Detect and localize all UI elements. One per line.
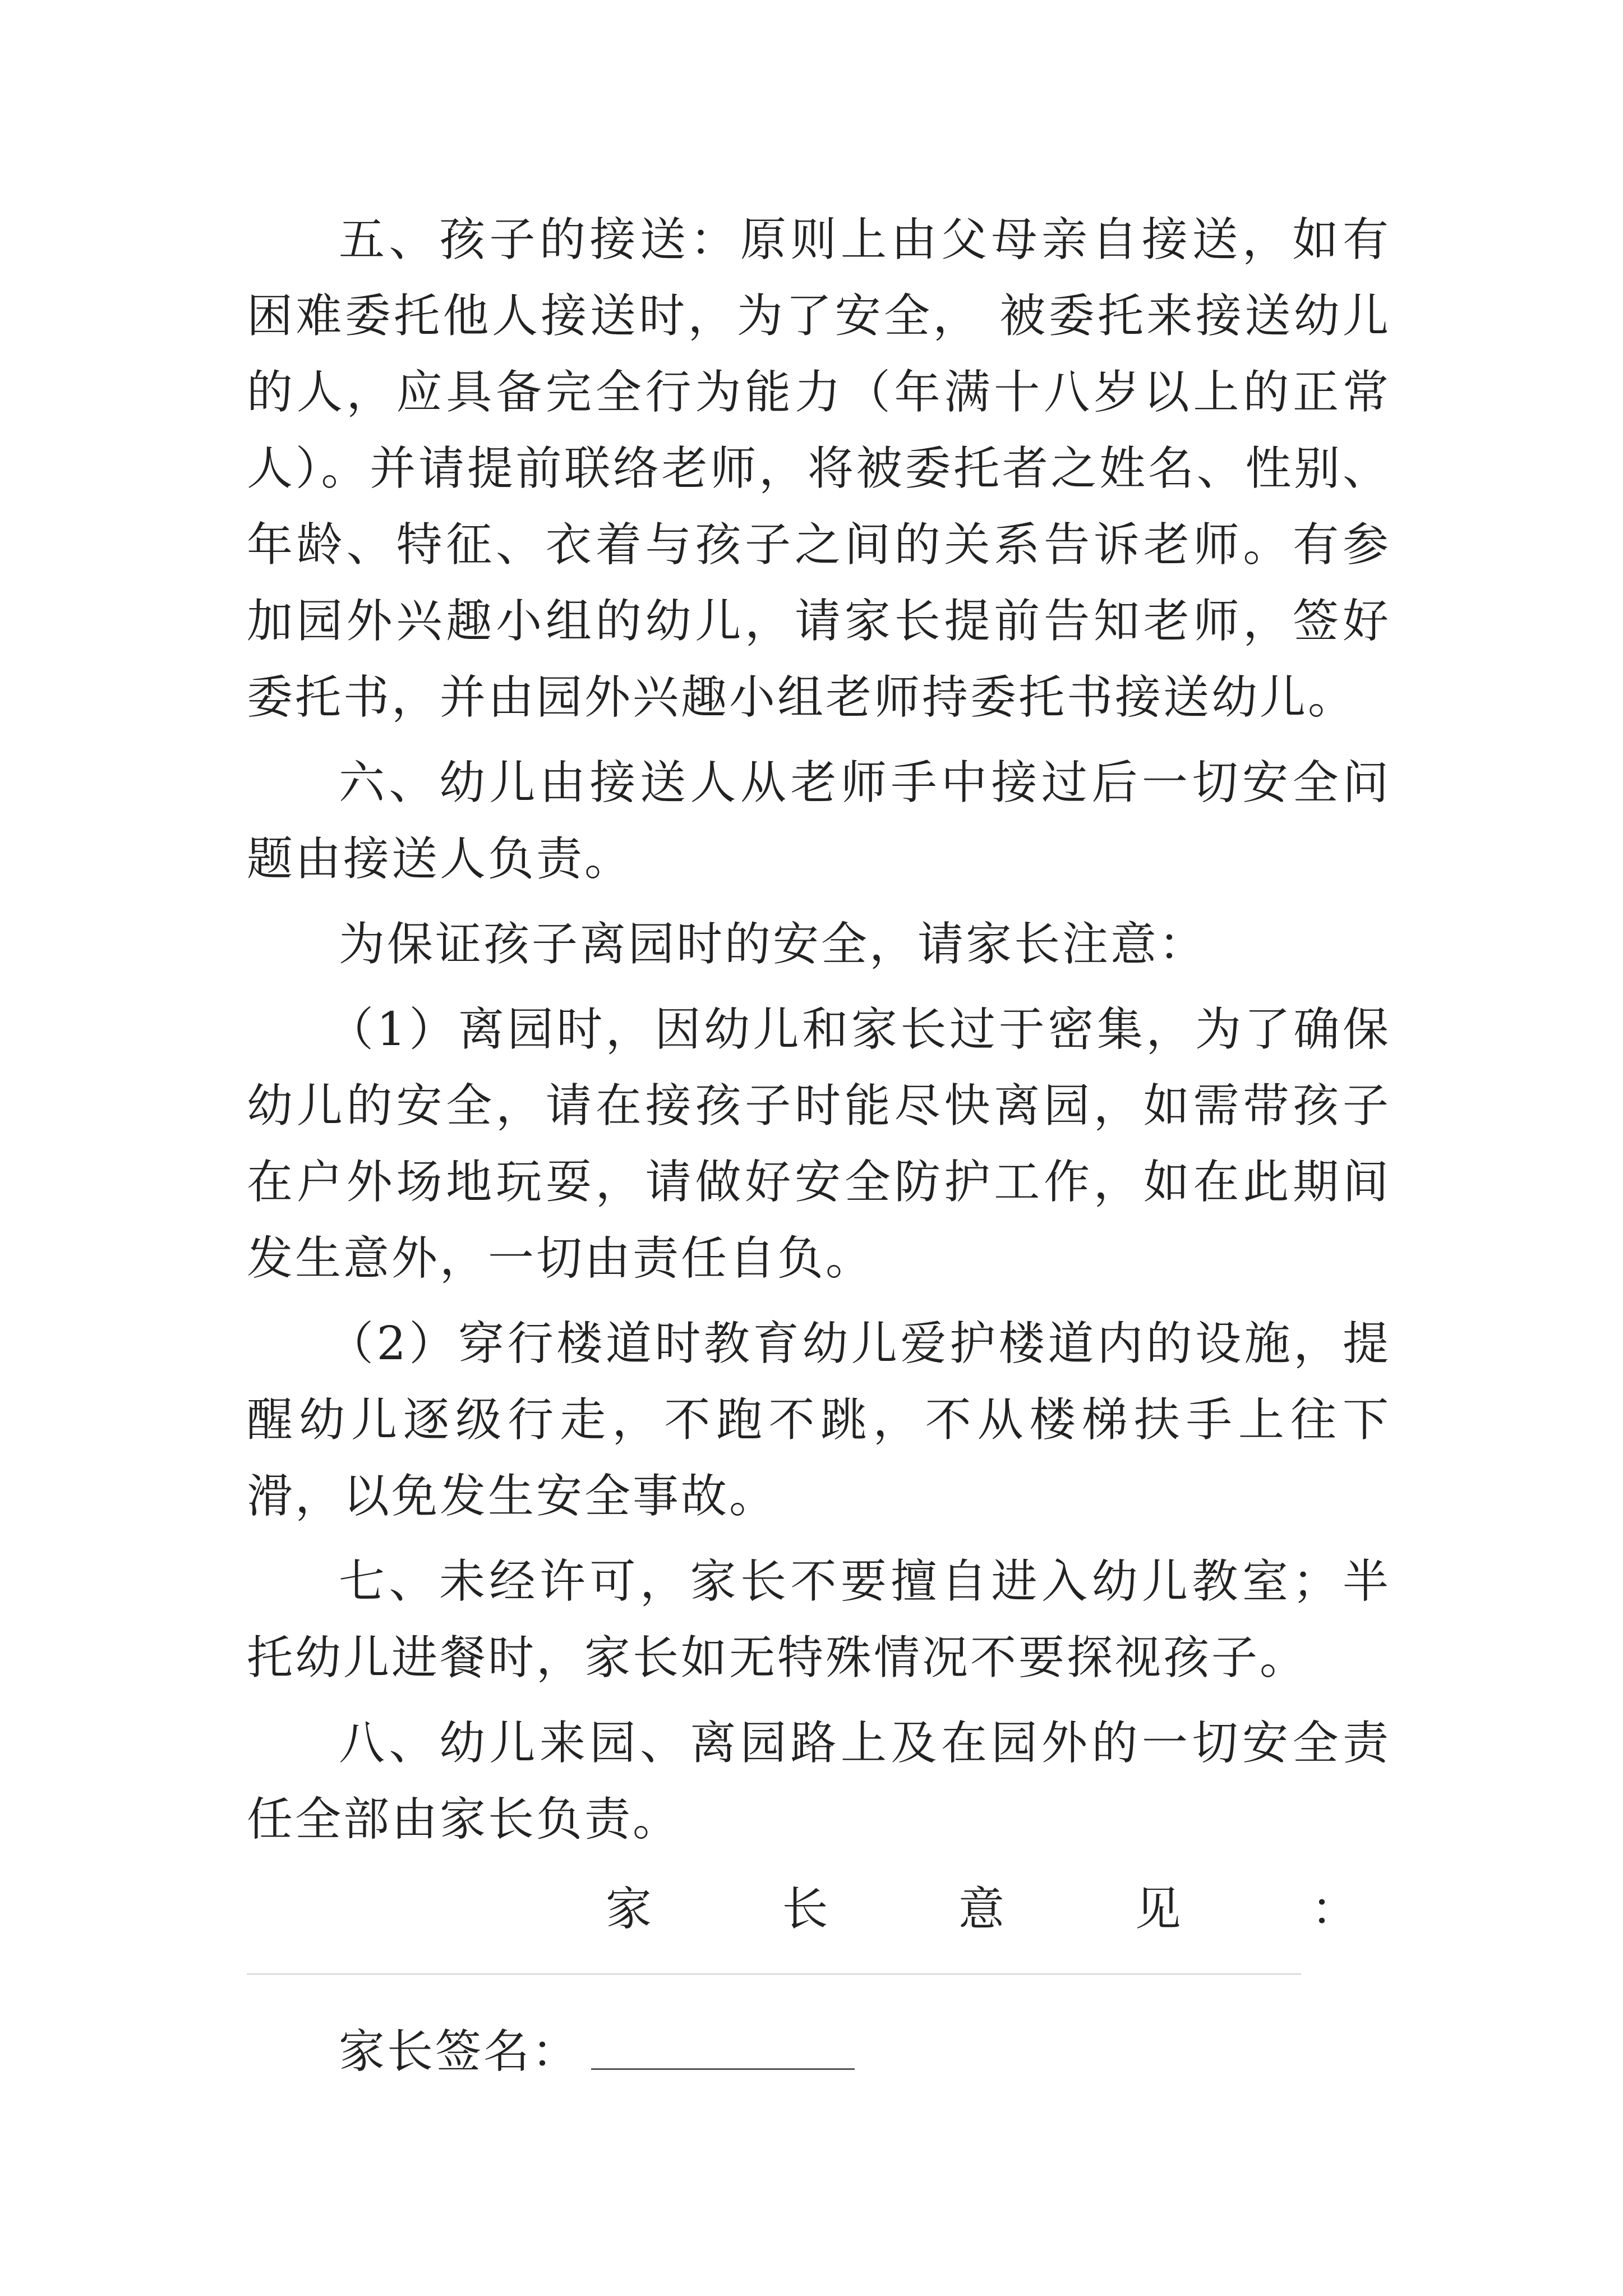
signature-row <box>339 2014 1391 2090</box>
opinion-char: 家 <box>606 1883 652 1936</box>
paragraph-item-2: （2）穿行楼道时教育幼儿爱护楼道内的设施，提醒幼儿逐级行走，不跑不跳，不从楼梯扶手上往下滑，以免发生安全事故。 <box>247 1317 1391 1523</box>
paragraph-item-1: （1）离园时，因幼儿和家长过于密集，为了确保幼儿的安全，请在接孩子时能尽快离园，如需带孩子在户外场地玩耍，请做好安全防护工作，如在此期间发生意外，一切由责任自负。 <box>247 1003 1391 1285</box>
paragraph-parent-responsibility: 八、幼儿来园、离园路上及在园外的一切安全责任全部由家长负责。 <box>247 1717 1391 1846</box>
document-page <box>247 202 1391 2090</box>
opinion-char: 长 <box>782 1883 828 1936</box>
parent-opinion-line[interactable] <box>247 1973 1301 1975</box>
signature-blank[interactable] <box>591 2035 855 2070</box>
opinion-char: 意 <box>958 1883 1004 1936</box>
opinion-char: ： <box>1311 1883 1357 1936</box>
paragraph-classroom-rule: 七、未经许可，家长不要擅自进入幼儿教室；半托幼儿进餐时，家长如无特殊情况不要探视孩子。 <box>247 1555 1391 1685</box>
paragraph-pickup: 五、孩子的接送：原则上由父母亲自接送，如有困难委托他人接送时，为了安全， 被委托来接送幼儿的人，应具备完全行为能力（年满十八岁以上的正常人）。并请提前联络老师，将被委托者之姓名、性别、年龄、特征、衣着与孩子之间的关系告诉老师。有参加园外兴趣小组的幼儿，请家长提前告知老师，签好委托书，并由园外兴趣小组老师持委托书接送幼儿。 <box>247 213 1391 724</box>
signature-label: 家长签名： <box>339 2025 580 2078</box>
paragraph-responsibility-after-handover: 六、幼儿由接送人从老师手中接过后一切安全问题由接送人负责。 <box>247 756 1391 886</box>
opinion-char: 见 <box>1135 1883 1181 1936</box>
paragraph-safety-notice: 为保证孩子离园时的安全，请家长注意： <box>339 918 1207 971</box>
parent-opinion-label <box>606 1871 1357 1948</box>
